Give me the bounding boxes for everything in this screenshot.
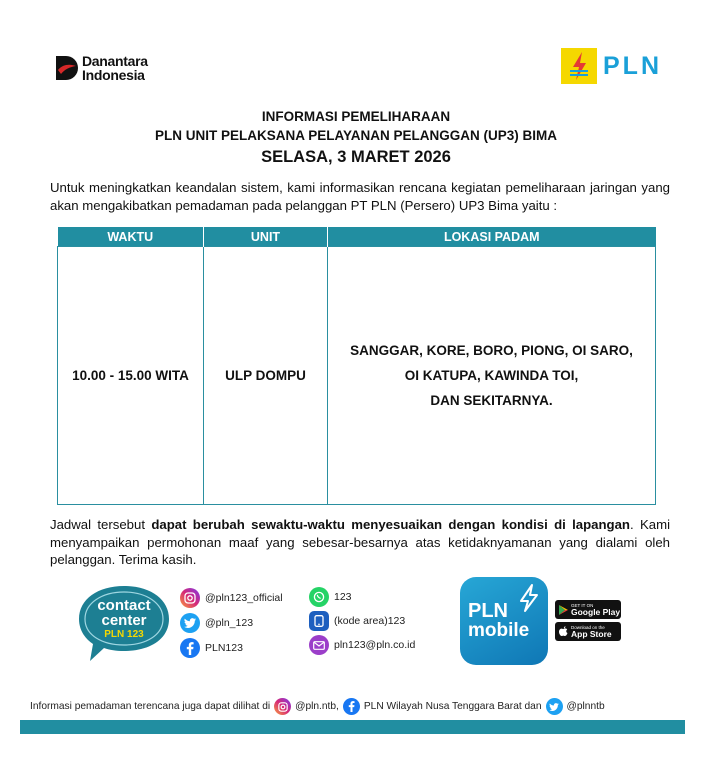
email-icon [309, 635, 329, 655]
contact-twitter [180, 613, 253, 633]
email-address: pln123@pln.co.id [334, 639, 416, 651]
google-play-big: Google Play [571, 606, 621, 617]
footer-info [30, 698, 690, 715]
contact-whatsapp [309, 587, 352, 607]
app-line1: PLN [468, 600, 508, 622]
title-line1: INFORMASI PEMELIHARAAN [261, 109, 451, 124]
phone-icon [309, 611, 329, 631]
whatsapp-icon [309, 587, 329, 607]
cell-unit: ULP DOMPU [204, 247, 328, 505]
footer-text: Informasi pemadaman terencana juga dapat dilihat di [30, 701, 271, 712]
instagram-handle: @pln123_official [205, 592, 283, 604]
header-unit: UNIT [204, 227, 328, 247]
footer-bar [20, 720, 685, 734]
whatsapp-number: 123 [334, 591, 352, 603]
twitter-icon [180, 613, 200, 633]
danantara-mark-icon [54, 55, 78, 81]
contact-email [309, 635, 415, 655]
table-header-row [58, 227, 656, 247]
header-lokasi: LOKASI PADAM [328, 227, 656, 247]
lokasi-line2: OI KATUPA, KAWINDA TOI, [404, 368, 579, 383]
contact-center-badge [76, 583, 172, 663]
contact-phone [309, 611, 405, 631]
footer-twitter-icon [546, 698, 563, 715]
footer-facebook-icon [343, 698, 360, 715]
schedule-table [57, 227, 656, 505]
app-store-big: App Store [571, 628, 612, 639]
bubble-line3: PLN 123 [104, 629, 144, 640]
title-line2: PLN UNIT PELAKSANA PELAYANAN PELANGGAN (UP3) BIMA [154, 128, 558, 143]
facebook-icon [180, 638, 200, 658]
cell-lokasi [328, 247, 656, 505]
phone-number: (kode area)123 [334, 615, 406, 627]
footer-instagram: @pln.ntb, [295, 701, 339, 712]
google-play-badge[interactable] [555, 600, 621, 619]
facebook-handle: PLN123 [205, 642, 243, 654]
note-bold: dapat berubah sewaktu-waktu menyesuaikan dengan kondisi di lapangan [151, 517, 630, 532]
instagram-icon [180, 588, 200, 608]
app-store-small: Download on the [571, 624, 605, 630]
footer-facebook: PLN Wilayah Nusa Tenggara Barat dan [363, 701, 542, 712]
table-row [58, 247, 656, 505]
app-store-badge[interactable] [555, 622, 621, 641]
app-lightning-icon [516, 583, 542, 613]
contact-facebook [180, 638, 243, 658]
pln-wordmark: PLN [603, 51, 662, 80]
title-date: SELASA, 3 MARET 2026 [261, 148, 451, 166]
pln-mobile-app-icon[interactable] [460, 577, 548, 665]
cell-waktu: 10.00 - 15.00 WITA [58, 247, 204, 505]
lokasi-line3: DAN SEKITARNYA. [430, 393, 553, 408]
header-waktu: WAKTU [58, 227, 204, 247]
bubble-line1: contact [97, 597, 151, 614]
bubble-line2: center [101, 612, 147, 629]
pln-lightning-icon [561, 48, 597, 84]
google-play-icon [559, 605, 568, 615]
danantara-wordmark [82, 54, 148, 82]
lokasi-line1: SANGGAR, KORE, BORO, PIONG, OI SARO, [350, 343, 633, 358]
note-part1: Jadwal tersebut [50, 517, 152, 532]
app-line2: mobile [468, 620, 530, 641]
note-part2: . Kami menyampaikan permohonan maaf yang sebesar-besarnya atas ketidaknyamanan yang dialami oleh pelanggan. Terima kasih. [50, 517, 670, 567]
contact-instagram [180, 588, 283, 608]
pln-logo [561, 48, 662, 84]
footer-twitter: @plnntb [566, 701, 605, 712]
apple-icon [559, 626, 568, 637]
twitter-handle: @pln_123 [205, 617, 254, 629]
danantara-line1: Danantara [82, 53, 148, 69]
danantara-logo [54, 54, 148, 82]
note-paragraph [50, 516, 670, 569]
google-play-small: GET IT ON [571, 602, 594, 608]
footer-instagram-icon [274, 698, 291, 715]
danantara-line2: Indonesia [82, 67, 145, 83]
intro-paragraph: Untuk meningkatkan keandalan sistem, kami informasikan rencana kegiatan pemeliharaan jaringan yang akan mengakibatkan pemadaman pada pelanggan PT PLN (Persero) UP3 Bima yaitu : [50, 180, 670, 213]
